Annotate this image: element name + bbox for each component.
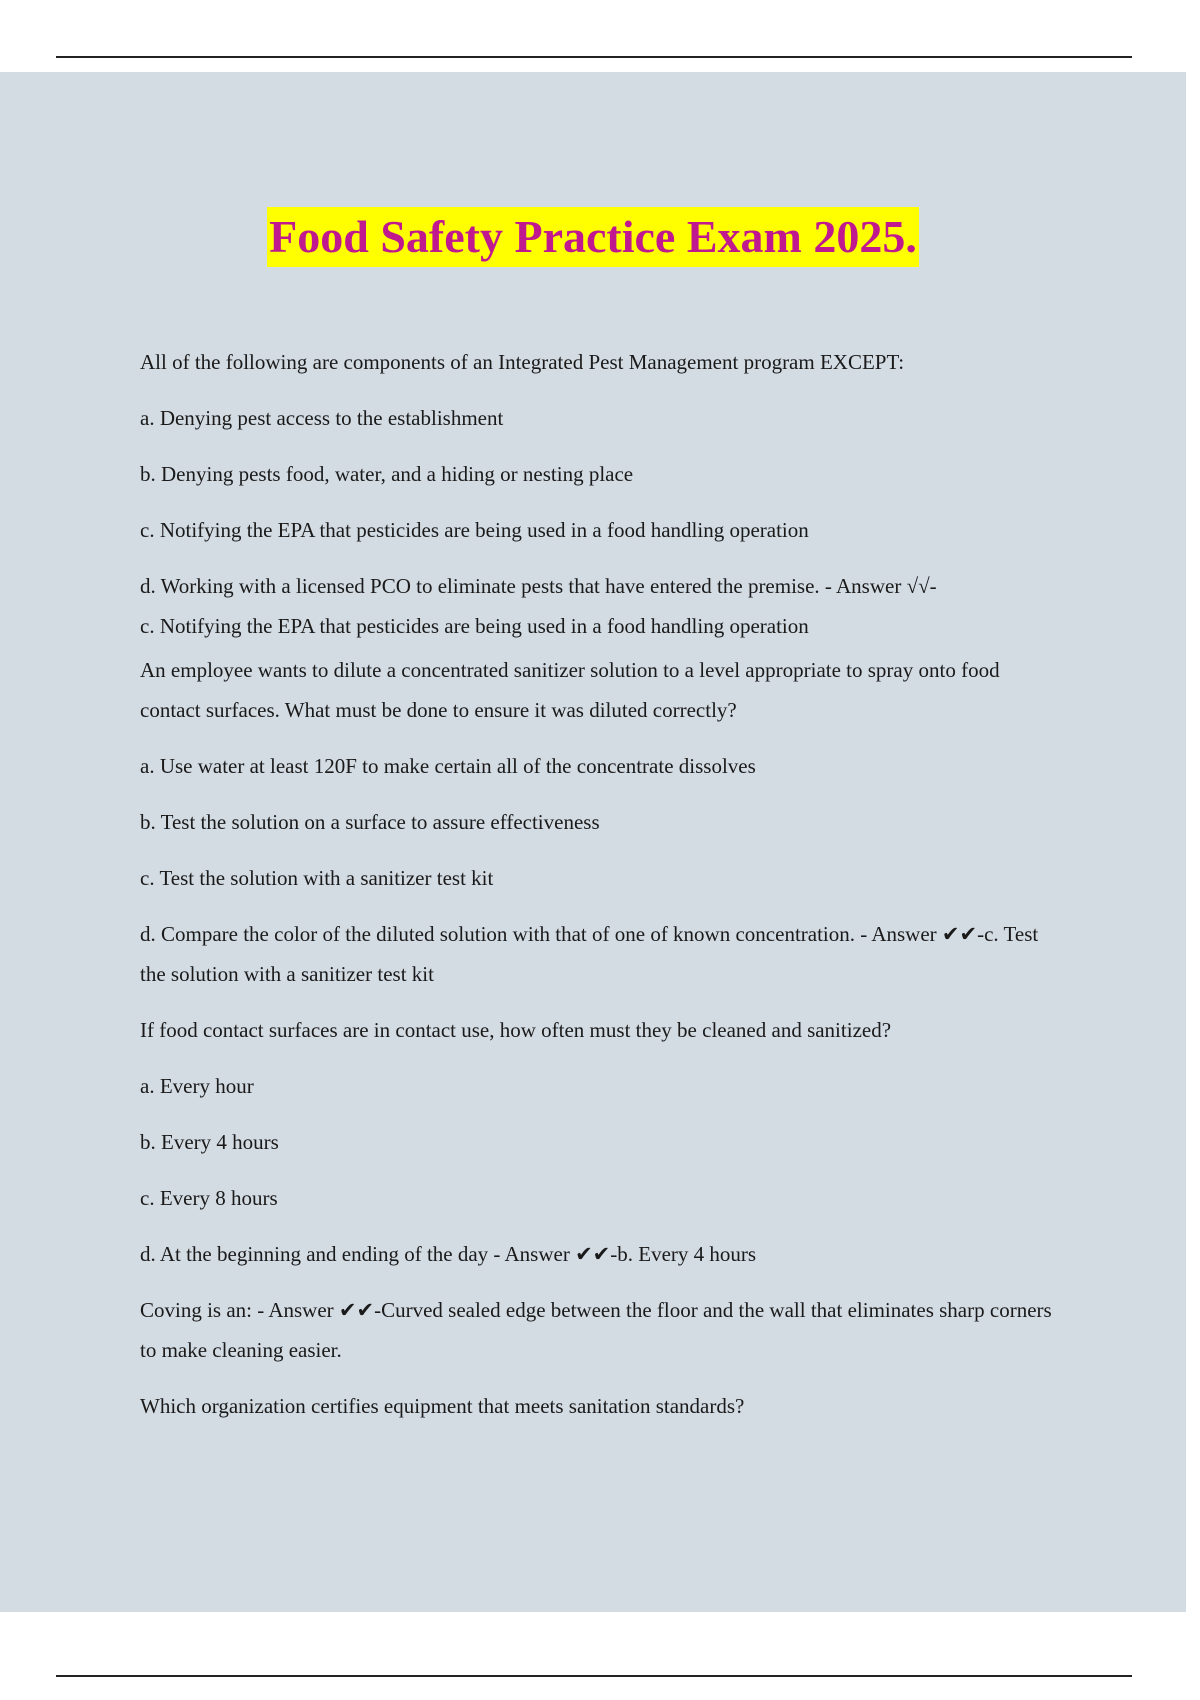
question-1-option-b: b. Denying pests food, water, and a hiding or nesting place bbox=[140, 462, 634, 486]
question-2-option-a: a. Use water at least 120F to make certain all of the concentrate dissolves bbox=[140, 754, 756, 778]
question-1-answer: c. Notifying the EPA that pesticides are being used in a food handling operation bbox=[140, 614, 809, 638]
question-2-option-b: b. Test the solution on a surface to assure effectiveness bbox=[140, 810, 600, 834]
exam-content bbox=[140, 342, 1060, 1426]
top-rule bbox=[56, 56, 1132, 58]
page-panel bbox=[0, 72, 1186, 1612]
question-2-option-d: d. Compare the color of the diluted solution with that of one of known concentration. - Answer ✔✔-c. Test the solution with a sanitizer test kit bbox=[140, 922, 1039, 986]
question-1-option-d: d. Working with a licensed PCO to eliminate pests that have entered the premise. - Answer √√- bbox=[140, 574, 937, 598]
question-5-prompt: Which organization certifies equipment that meets sanitation standards? bbox=[140, 1394, 745, 1418]
question-1-option-a: a. Denying pest access to the establishment bbox=[140, 406, 504, 430]
question-1-option-c: c. Notifying the EPA that pesticides are being used in a food handling operation bbox=[140, 518, 809, 542]
question-3-prompt: If food contact surfaces are in contact use, how often must they be cleaned and sanitized? bbox=[140, 1018, 892, 1042]
question-2-prompt: An employee wants to dilute a concentrated sanitizer solution to a level appropriate to spray onto food contact surfaces. What must be done to ensure it was diluted correctly? bbox=[140, 658, 1000, 722]
question-3-option-c: c. Every 8 hours bbox=[140, 1186, 278, 1210]
question-3-option-a: a. Every hour bbox=[140, 1074, 254, 1098]
document-title: Food Safety Practice Exam 2025. bbox=[267, 207, 919, 267]
question-4-prompt: Coving is an: - Answer ✔✔-Curved sealed edge between the floor and the wall that eliminates sharp corners to make cleaning easier. bbox=[140, 1298, 1052, 1362]
question-1-prompt: All of the following are components of an Integrated Pest Management program EXCEPT: bbox=[140, 350, 905, 374]
bottom-rule bbox=[56, 1675, 1132, 1677]
question-3-option-b: b. Every 4 hours bbox=[140, 1130, 279, 1154]
question-2-option-c: c. Test the solution with a sanitizer test kit bbox=[140, 866, 494, 890]
title-wrap bbox=[0, 207, 1186, 267]
question-3-option-d: d. At the beginning and ending of the day - Answer ✔✔-b. Every 4 hours bbox=[140, 1242, 757, 1266]
